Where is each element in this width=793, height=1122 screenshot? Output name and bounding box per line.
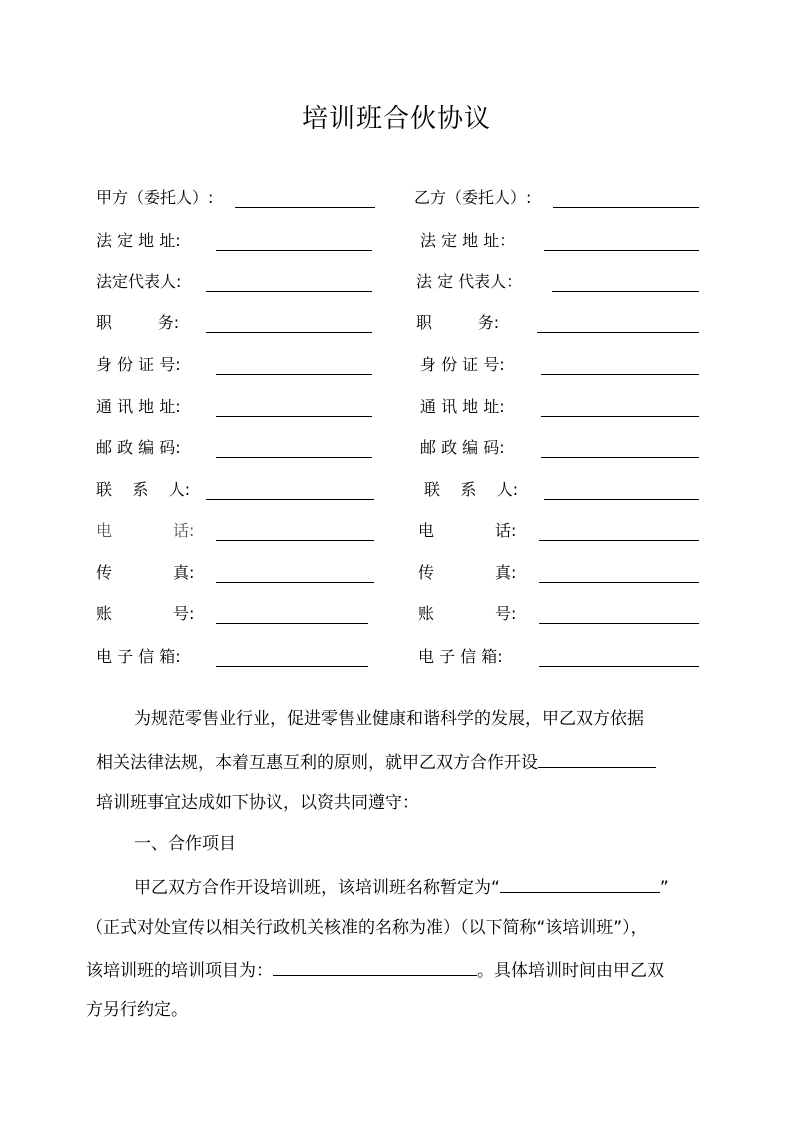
party-a-principal-label: 甲方（委托人）: [96, 188, 214, 207]
party-b-phone-blank[interactable] [539, 540, 699, 541]
party-a-contact-label: 联 系 人: [96, 480, 191, 499]
party-b-email-field [418, 645, 704, 669]
intro-line-3: 培训班事宜达成如下协议，以资共同遵守： [96, 793, 419, 813]
party-a-legal-rep-field [96, 270, 376, 294]
course-blank[interactable] [538, 749, 656, 768]
party-b-phone-label: 电 话: [418, 521, 517, 540]
section-1-para-3-tail: 。具体培训时间由甲乙双 [477, 961, 664, 981]
party-a-mail-addr-field [96, 395, 376, 419]
document-title: 培训班合伙协议 [301, 104, 491, 134]
party-b-account-field [418, 602, 704, 626]
party-b-postcode-blank[interactable] [541, 457, 699, 458]
party-b-address-field [420, 229, 704, 253]
intro-line-1: 为规范零售业行业，促进零售业健康和谐科学的发展，甲乙双方依据 [134, 709, 644, 729]
party-b-contact-label: 联 系 人: [424, 480, 519, 499]
party-a-address-label: 法 定 地 址: [96, 231, 181, 250]
party-a-mail-addr-label: 通 讯 地 址: [96, 397, 181, 416]
party-a-position-field [96, 311, 376, 335]
party-b-position-blank[interactable] [537, 332, 699, 333]
party-a-position-blank[interactable] [206, 332, 372, 333]
party-b-position-label: 职 务: [416, 313, 500, 332]
party-b-email-label: 电 子 信 箱: [418, 647, 503, 666]
party-b-email-blank[interactable] [539, 666, 699, 667]
party-a-fax-blank[interactable] [216, 582, 374, 583]
party-b-contact-blank[interactable] [544, 499, 699, 500]
section-1-para-2: （正式对处宣传以相关行政机关核准的名称为准）（以下简称“该培训班”）， [86, 918, 648, 938]
party-a-account-label: 账 号: [96, 604, 195, 623]
party-a-account-blank[interactable] [216, 623, 368, 624]
party-a-position-label: 职 务: [96, 313, 180, 332]
party-a-principal-field [96, 186, 376, 210]
party-b-address-blank[interactable] [544, 250, 699, 251]
party-a-contact-field [96, 478, 376, 502]
intro-line-2 [96, 749, 656, 775]
party-a-id-blank[interactable] [216, 374, 372, 375]
section-1-para-4: 方另行约定。 [86, 1000, 188, 1020]
party-a-address-blank[interactable] [216, 250, 372, 251]
section-1-para-3-text: 该培训班的培训项目为： [86, 961, 273, 981]
party-b-account-blank[interactable] [539, 623, 699, 624]
party-a-id-label: 身 份 证 号: [96, 355, 181, 374]
section-1-para-1-text: 甲乙双方合作开设培训班，该培训班名称暂定为“ [134, 878, 500, 898]
party-b-id-field [420, 353, 704, 377]
party-a-postcode-blank[interactable] [216, 457, 372, 458]
party-b-position-field [416, 311, 704, 335]
party-a-postcode-label: 邮 政 编 码: [96, 438, 181, 457]
party-b-postcode-field [420, 436, 704, 460]
close-quote: ” [659, 878, 669, 898]
training-item-blank[interactable] [273, 957, 477, 976]
intro-line-2-text: 相关法律法规，本着互惠互利的原则，就甲乙双方合作开设 [96, 753, 538, 773]
party-a-account-field [96, 602, 376, 626]
party-b-legal-rep-label: 法 定 代表人： [416, 272, 523, 291]
party-a-legal-rep-blank[interactable] [206, 291, 372, 292]
party-b-principal-field [414, 186, 704, 210]
party-a-phone-label: 电 话: [96, 521, 195, 540]
party-a-principal-blank[interactable] [235, 207, 375, 208]
party-b-id-blank[interactable] [541, 374, 699, 375]
party-b-fax-label: 传 真: [418, 563, 517, 582]
section-1-para-1 [134, 874, 669, 900]
party-a-legal-rep-label: 法定代表人: [96, 272, 182, 291]
party-b-account-label: 账 号: [418, 604, 517, 623]
party-a-email-blank[interactable] [216, 666, 368, 667]
party-a-fax-field [96, 561, 376, 585]
party-b-principal-label: 乙方（委托人）: [414, 188, 532, 207]
party-b-mail-addr-field [420, 395, 704, 419]
party-a-phone-field [96, 519, 376, 543]
party-b-id-label: 身 份 证 号: [420, 355, 505, 374]
section-1-heading: 一、合作项目 [134, 834, 236, 854]
party-a-contact-blank[interactable] [206, 499, 374, 500]
section-1-para-3 [86, 957, 664, 983]
party-b-mail-addr-blank[interactable] [541, 416, 699, 417]
party-b-mail-addr-label: 通 讯 地 址: [420, 397, 505, 416]
party-a-address-field [96, 229, 376, 253]
party-a-email-label: 电 子 信 箱: [96, 647, 181, 666]
party-a-fax-label: 传 真: [96, 563, 195, 582]
party-b-legal-rep-blank[interactable] [552, 291, 699, 292]
party-b-principal-blank[interactable] [553, 207, 699, 208]
party-b-contact-field [424, 478, 704, 502]
party-b-address-label: 法 定 地 址： [420, 231, 516, 250]
party-b-phone-field [418, 519, 704, 543]
party-a-postcode-field [96, 436, 376, 460]
party-a-email-field [96, 645, 376, 669]
party-b-postcode-label: 邮 政 编 码: [420, 438, 505, 457]
party-a-phone-blank[interactable] [216, 540, 374, 541]
party-b-fax-field [418, 561, 704, 585]
party-a-mail-addr-blank[interactable] [216, 416, 372, 417]
party-b-legal-rep-field [416, 270, 704, 294]
party-b-fax-blank[interactable] [539, 582, 699, 583]
party-a-id-field [96, 353, 376, 377]
class-name-blank[interactable] [500, 874, 660, 893]
